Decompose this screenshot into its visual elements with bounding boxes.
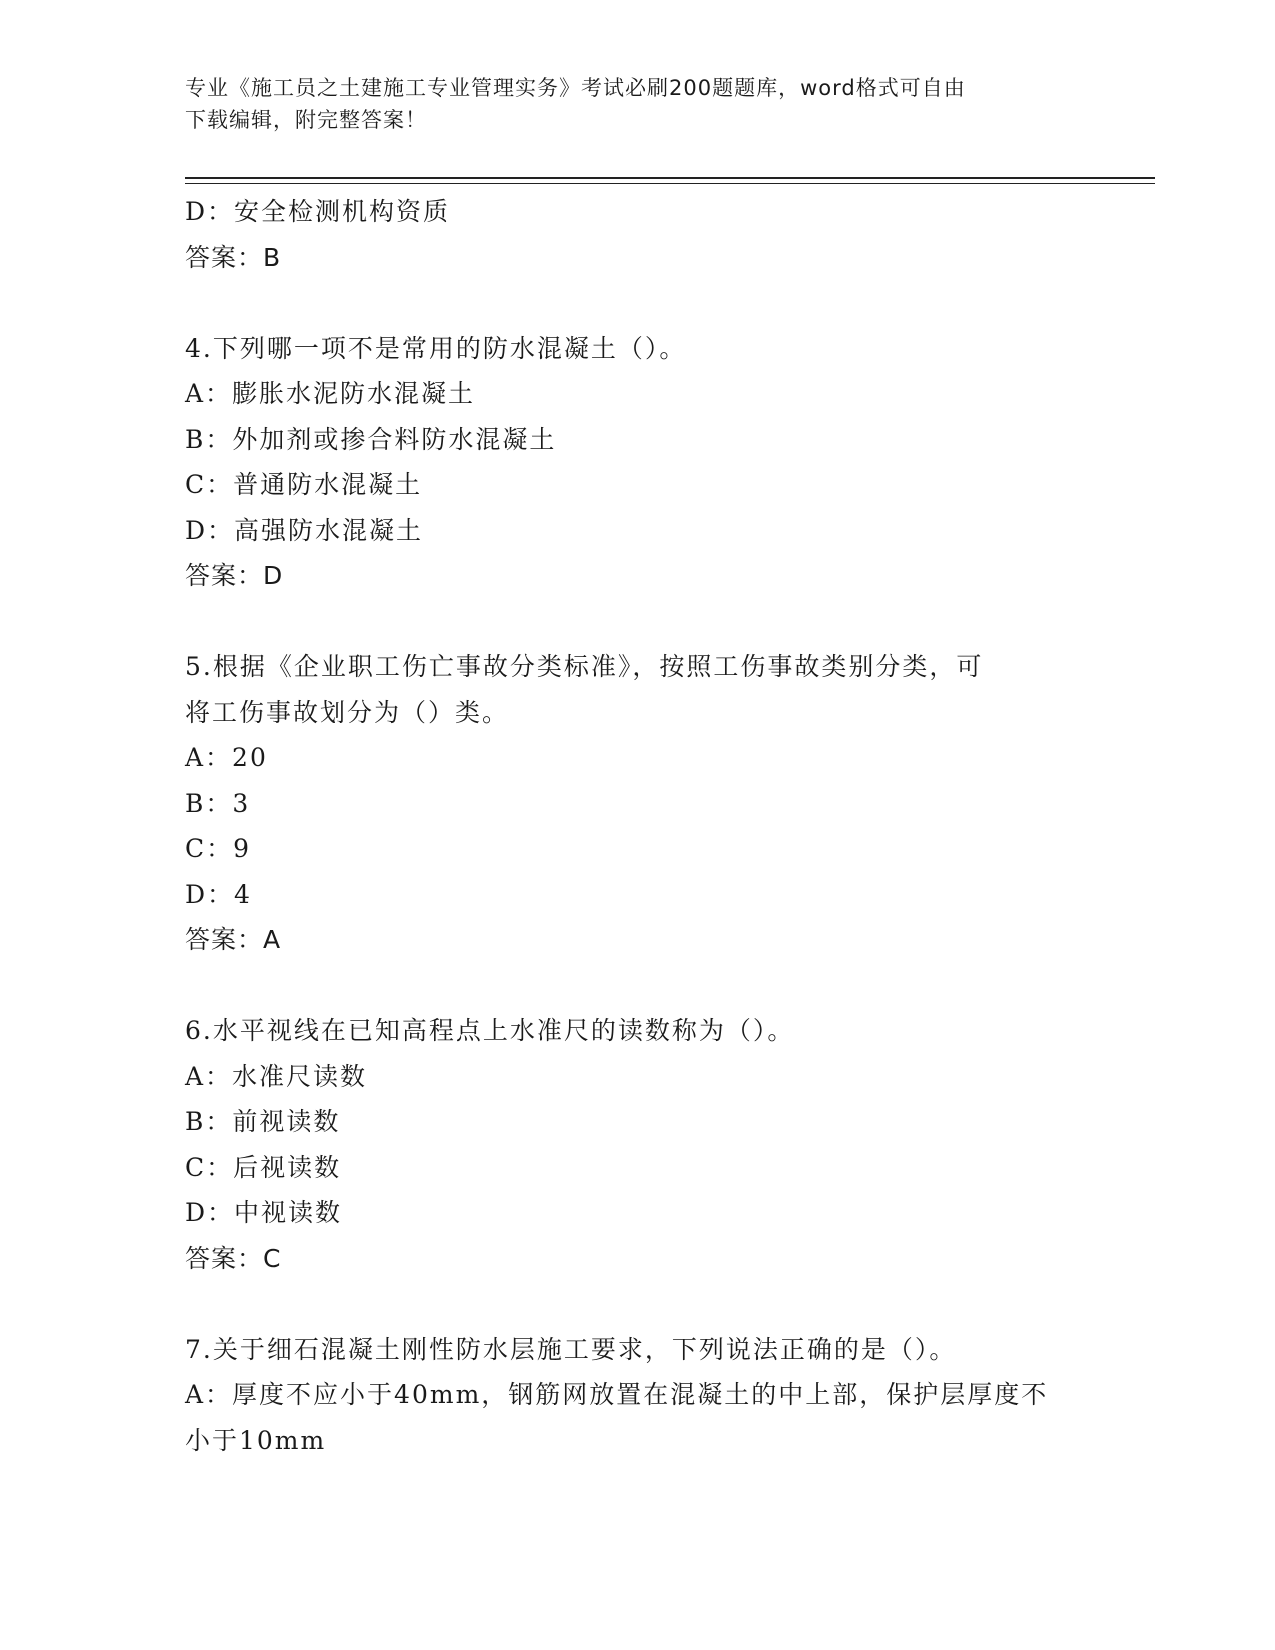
option-a: A：20 — [185, 743, 268, 772]
option-a-line-1: A：厚度不应小于40mm，钢筋网放置在混凝土的中上部，保护层厚度不 — [185, 1380, 1049, 1409]
answer-line: 答案：B — [185, 242, 282, 272]
question-stem: 4.下列哪一项不是常用的防水混凝土（）。 — [185, 333, 687, 363]
spacer — [185, 599, 1085, 645]
option-d: D：高强防水混凝土 — [185, 515, 424, 545]
question-6 — [185, 1008, 1085, 1281]
spacer — [185, 1281, 1085, 1327]
answer-line: 答案：D — [185, 561, 284, 590]
header-title-line-2: 下载编辑，附完整答案！ — [185, 108, 427, 132]
question-stem: 7.关于细石混凝土刚性防水层施工要求，下列说法正确的是（）。 — [185, 1334, 957, 1364]
header-divider-thick — [185, 177, 1155, 179]
question-5 — [185, 644, 1085, 963]
option-d: D：4 — [185, 879, 252, 909]
option-b: B：前视读数 — [185, 1107, 341, 1136]
question-stem: 6.水平视线在已知高程点上水准尺的读数称为（）。 — [185, 1016, 795, 1045]
option-b: B：外加剂或掺合料防水混凝土 — [185, 424, 557, 454]
answer-line: 答案：A — [185, 925, 282, 954]
spacer — [185, 963, 1085, 1009]
option-a-line-2: 小于10mm — [185, 1425, 327, 1455]
option-b: B：3 — [185, 788, 251, 818]
option-d: D：中视读数 — [185, 1198, 343, 1227]
question-4 — [185, 326, 1085, 599]
header-title-line-1: 专业《施工员之土建施工专业管理实务》考试必刷200题题库，word格式可自由 — [185, 76, 966, 100]
question-stem-line-2: 将工伤事故划分为（）类。 — [185, 697, 510, 727]
header-divider-thin — [185, 183, 1155, 184]
option-a: A：膨胀水泥防水混凝土 — [185, 379, 476, 408]
option-a: A：水准尺读数 — [185, 1061, 368, 1091]
question-stem-line-1: 5.根据《企业职工伤亡事故分类标准》，按照工伤事故类别分类，可 — [185, 652, 984, 681]
question-3-tail — [185, 189, 1085, 280]
option-c: C：普通防水混凝土 — [185, 470, 423, 499]
question-7 — [185, 1327, 1085, 1464]
spacer — [185, 280, 1085, 326]
option-c: C：后视读数 — [185, 1152, 342, 1182]
page-header — [185, 72, 1065, 136]
option-d: D：安全检测机构资质 — [185, 197, 451, 226]
option-c: C：9 — [185, 834, 252, 863]
question-list — [185, 189, 1085, 1463]
answer-line: 答案：C — [185, 1243, 282, 1273]
